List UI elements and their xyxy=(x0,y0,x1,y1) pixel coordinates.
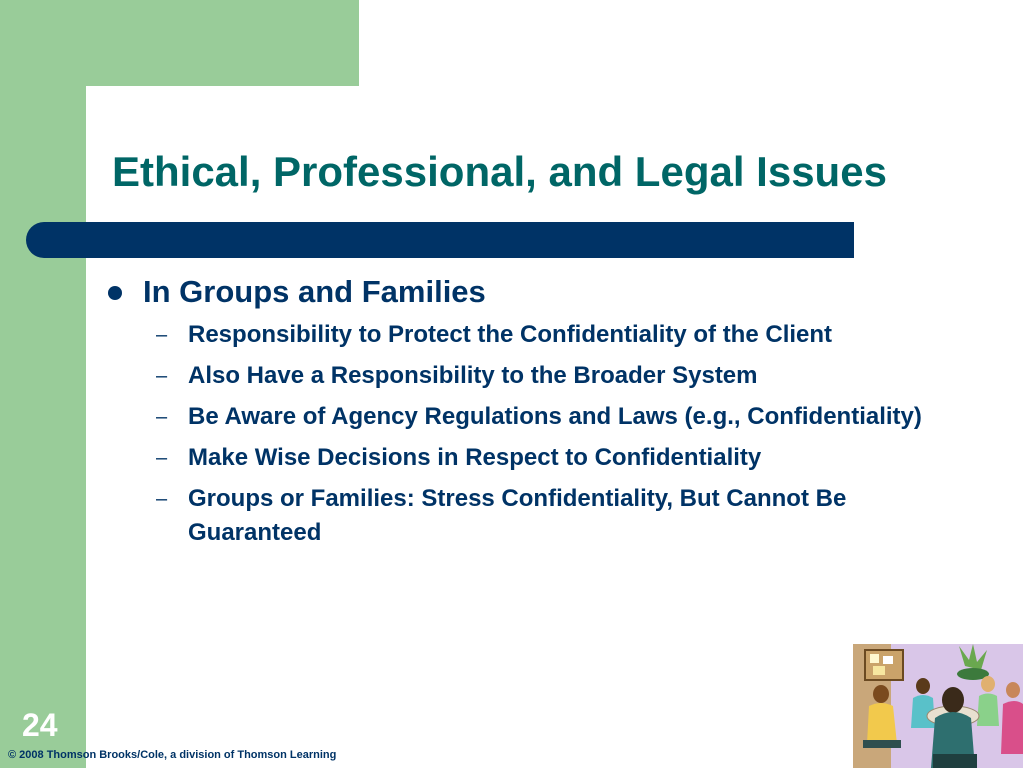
group-meeting-clipart xyxy=(853,644,1023,768)
dash-icon: – xyxy=(156,406,168,428)
sub-bullet-item: – Groups or Families: Stress Confidentiality, But Cannot Be Guaranteed xyxy=(106,482,938,550)
slide-title: Ethical, Professional, and Legal Issues xyxy=(112,148,887,195)
main-bullet xyxy=(106,272,966,312)
sub-bullet-item: – Be Aware of Agency Regulations and Laws (e.g., Confidentiality) xyxy=(106,400,938,434)
bullet-dot-icon xyxy=(108,286,122,300)
dash-icon: – xyxy=(156,488,168,510)
page-number: 24 xyxy=(22,707,58,743)
copyright-notice: © 2008 Thomson Brooks/Cole, a division of Thomson Learning xyxy=(8,749,337,761)
dash-icon: – xyxy=(156,447,168,469)
dash-icon: – xyxy=(156,324,168,346)
sub-bullet-list xyxy=(106,318,966,550)
sub-bullet-item: – Make Wise Decisions in Respect to Confidentiality xyxy=(106,441,938,475)
green-top-band xyxy=(0,0,359,86)
main-bullet-text: In Groups and Families xyxy=(143,274,486,309)
sub-bullet-item: – Also Have a Responsibility to the Broader System xyxy=(106,359,938,393)
title-underline-bar xyxy=(26,222,854,258)
green-sidebar xyxy=(0,0,86,768)
dash-icon: – xyxy=(156,365,168,387)
sub-bullet-item: – Responsibility to Protect the Confidentiality of the Client xyxy=(106,318,938,352)
slide-body xyxy=(106,272,966,557)
